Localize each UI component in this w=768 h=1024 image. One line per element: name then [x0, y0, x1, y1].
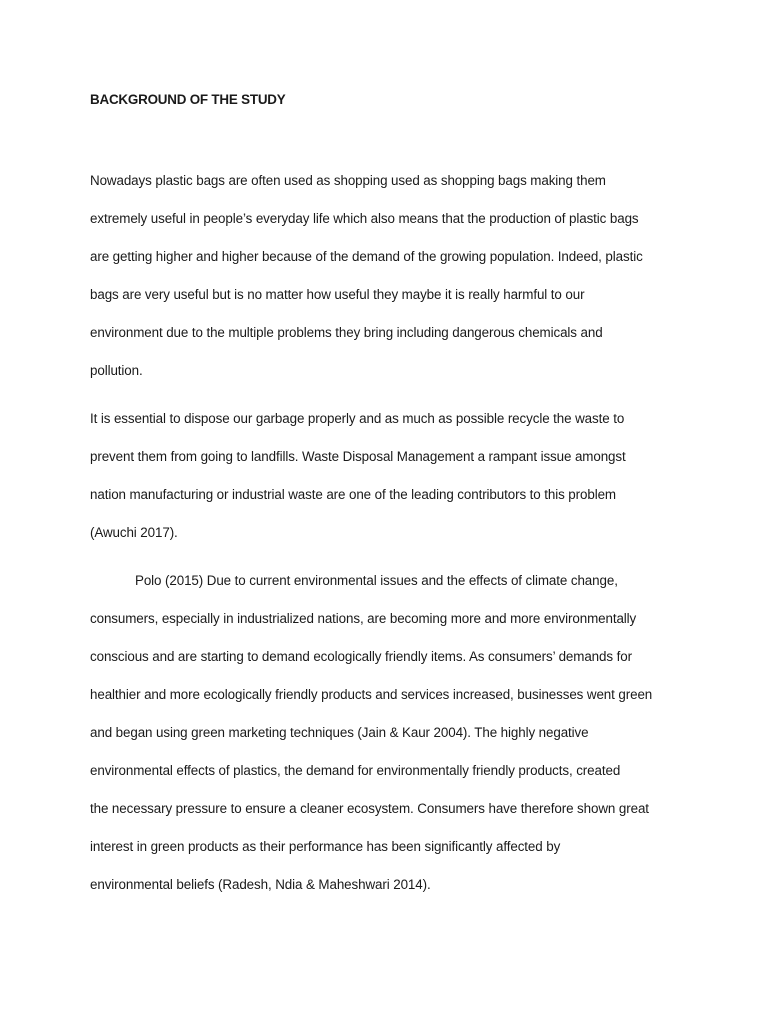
section-heading: BACKGROUND OF THE STUDY	[90, 92, 286, 107]
text-line: (Awuchi 2017).	[90, 525, 178, 540]
text-line: the necessary pressure to ensure a cleaner ecosystem. Consumers have therefore shown great	[90, 801, 649, 816]
text-line: conscious and are starting to demand ecologically friendly items. As consumers’ demands for	[90, 649, 632, 664]
text-line: It is essential to dispose our garbage properly and as much as possible recycle the waste to	[90, 411, 625, 426]
text-line: Nowadays plastic bags are often used as shopping used as shopping bags making them	[90, 173, 606, 188]
text-line: are getting higher and higher because of the demand of the growing population. Indeed, plastic	[90, 249, 643, 264]
text-line: environmental beliefs (Radesh, Ndia & Maheshwari 2014).	[90, 877, 431, 892]
text-line: consumers, especially in industrialized nations, are becoming more and more environmentally	[90, 611, 637, 626]
text-line: prevent them from going to landfills. Waste Disposal Management a rampant issue amongst	[90, 449, 626, 464]
text-line: nation manufacturing or industrial waste are one of the leading contributors to this problem	[90, 487, 616, 502]
text-line: extremely useful in people’s everyday life which also means that the production of plastic bags	[90, 211, 639, 226]
text-line: Polo (2015) Due to current environmental issues and the effects of climate change,	[135, 573, 618, 588]
text-line: pollution.	[90, 363, 143, 378]
text-line: healthier and more ecologically friendly products and services increased, businesses went green	[90, 687, 653, 702]
text-line: environmental effects of plastics, the demand for environmentally friendly products, created	[90, 763, 621, 778]
text-line: interest in green products as their performance has been significantly affected by	[90, 839, 561, 854]
text-line: environment due to the multiple problems they bring including dangerous chemicals and	[90, 325, 603, 340]
text-line: and began using green marketing techniques (Jain & Kaur 2004). The highly negative	[90, 725, 589, 740]
text-line: bags are very useful but is no matter how useful they maybe it is really harmful to our	[90, 287, 585, 302]
